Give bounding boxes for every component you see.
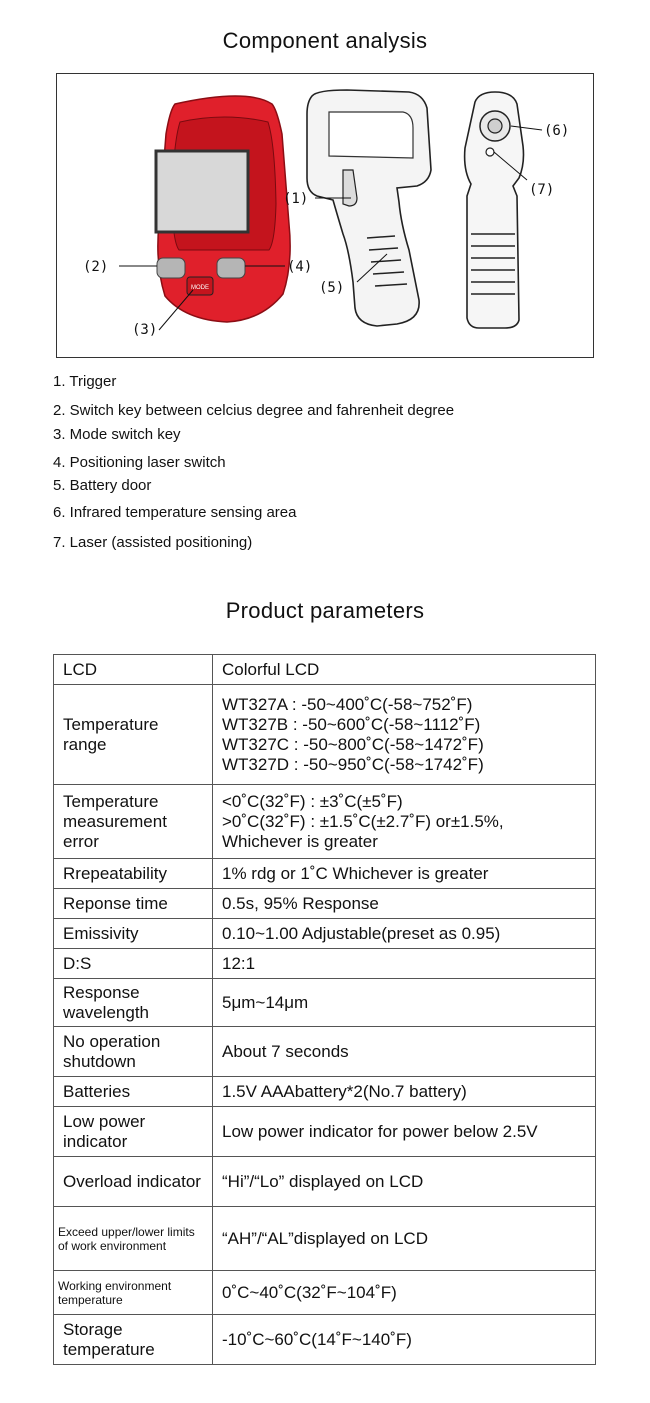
laser-icon xyxy=(486,148,494,156)
param-value: 0.10~1.00 Adjustable(preset as 0.95) xyxy=(213,919,596,949)
table-row xyxy=(54,1027,596,1077)
param-key: Working environment temperature xyxy=(54,1271,213,1315)
table-row xyxy=(54,1107,596,1157)
param-key: No operation shutdown xyxy=(54,1027,213,1077)
table-row xyxy=(54,859,596,889)
range-line: WT327B : -50~600˚C(-58~1112˚F) xyxy=(222,714,481,734)
error-line: >0˚C(32˚F) : ±1.5˚C(±2.7˚F) or±1.5%, xyxy=(222,811,504,831)
callout-5: (5) xyxy=(319,280,345,296)
param-value: 1.5V AAAbattery*2(No.7 battery) xyxy=(213,1077,596,1107)
parameters-table xyxy=(53,654,596,1365)
param-value: -10˚C~60˚C(14˚F~140˚F) xyxy=(213,1315,596,1365)
product-parameters-title: Product parameters xyxy=(225,598,425,623)
callout-1: (1) xyxy=(283,191,309,207)
param-key: Storage temperature xyxy=(54,1315,213,1365)
param-value: Colorful LCD xyxy=(213,655,596,685)
table-row xyxy=(54,655,596,685)
list-item: 5. Battery door xyxy=(53,477,152,494)
param-key: Overload indicator xyxy=(54,1157,213,1207)
param-value: 5μm~14μm xyxy=(213,979,596,1027)
table-row xyxy=(54,1077,596,1107)
param-key: D:S xyxy=(54,949,213,979)
param-key: Low power indicator xyxy=(54,1107,213,1157)
table-row xyxy=(54,979,596,1027)
param-key: Emissivity xyxy=(54,919,213,949)
list-item: 7. Laser (assisted positioning) xyxy=(53,534,253,551)
param-value: Low power indicator for power below 2.5V xyxy=(213,1107,596,1157)
param-key: Rrepeatability xyxy=(54,859,213,889)
mode-key-label: MODE xyxy=(191,285,209,291)
param-key: Exceed upper/lower limits of work environment xyxy=(54,1207,213,1271)
param-key: Response wavelength xyxy=(54,979,213,1027)
param-value xyxy=(213,685,596,785)
table-row xyxy=(54,785,596,859)
component-analysis-title: Component analysis xyxy=(222,28,428,53)
list-item: 1. Trigger xyxy=(53,373,117,390)
component-diagram xyxy=(56,73,594,358)
table-row xyxy=(54,685,596,785)
callout-3: (3) xyxy=(132,322,158,338)
param-value: 0.5s, 95% Response xyxy=(213,889,596,919)
param-key: Reponse time xyxy=(54,889,213,919)
range-line: WT327A : -50~400˚C(-58~752˚F) xyxy=(222,694,473,714)
range-line: WT327D : -50~950˚C(-58~1742˚F) xyxy=(222,754,484,774)
param-value: 12:1 xyxy=(213,949,596,979)
param-key: Temperature measurement error xyxy=(54,785,213,859)
list-item: 6. Infrared temperature sensing area xyxy=(53,504,297,521)
thermometer-illustration xyxy=(57,74,595,359)
callout-7: (7) xyxy=(529,182,555,198)
param-key: Batteries xyxy=(54,1077,213,1107)
param-value: 0˚C~40˚C(32˚F~104˚F) xyxy=(213,1271,596,1315)
side-window xyxy=(329,112,413,158)
table-row xyxy=(54,1315,596,1365)
laser-switch-key xyxy=(217,258,245,278)
range-line: WT327C : -50~800˚C(-58~1472˚F) xyxy=(222,734,484,754)
param-key: Temperature range xyxy=(54,685,213,785)
table-row xyxy=(54,919,596,949)
param-key: LCD xyxy=(54,655,213,685)
list-item: 2. Switch key between celcius degree and fahrenheit degree xyxy=(53,402,455,419)
callout-2: (2) xyxy=(83,259,109,275)
param-value: “Hi”/“Lo” displayed on LCD xyxy=(213,1157,596,1207)
callout-4: (4) xyxy=(287,259,313,275)
param-value xyxy=(213,785,596,859)
table-row xyxy=(54,1157,596,1207)
param-value: About 7 seconds xyxy=(213,1027,596,1077)
param-value: 1% rdg or 1˚C Whichever is greater xyxy=(213,859,596,889)
error-line: Whichever is greater xyxy=(222,831,378,851)
table-row xyxy=(54,949,596,979)
param-value: “AH”/“AL”displayed on LCD xyxy=(213,1207,596,1271)
table-row xyxy=(54,889,596,919)
callout-6: (6) xyxy=(544,123,570,139)
list-item: 3. Mode switch key xyxy=(53,426,181,443)
lcd-screen xyxy=(156,151,248,232)
c-f-switch-key xyxy=(157,258,185,278)
component-list xyxy=(53,373,613,558)
table-row xyxy=(54,1207,596,1271)
list-item: 4. Positioning laser switch xyxy=(53,454,226,471)
error-line: <0˚C(32˚F) : ±3˚C(±5˚F) xyxy=(222,791,403,811)
table-row xyxy=(54,1271,596,1315)
